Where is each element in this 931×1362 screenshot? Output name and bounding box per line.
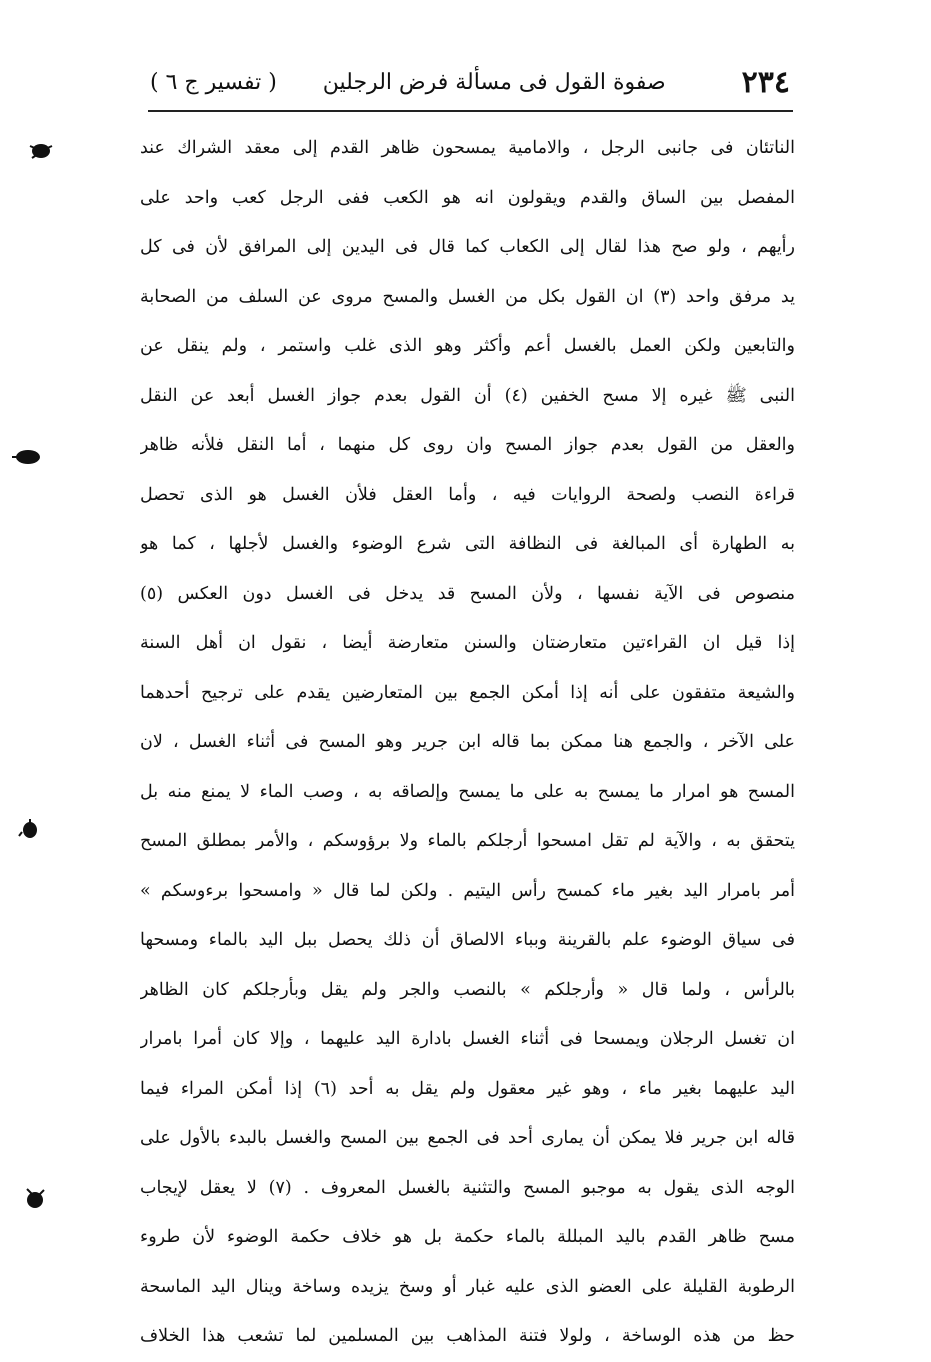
text-line: النبى ﷺ غيره إلا مسح الخفين (٤) أن القول بعدم جواز الغسل أبعد عن النقل [140,385,795,406]
text-line: قراءة النصب ولصحة الروايات فيه ، وأما العقل فلأن الغسل هو الذى تحصل [140,484,795,505]
body-text [140,124,795,1362]
page-number: ٢٣٤ [741,64,790,100]
text-line: يتحقق به ، والآية لم تقل امسحوا أرجلكم بالماء ولا برؤوسكم ، والأمر بمطلق المسح [140,831,795,851]
text-line: والتابعين ولكن العمل بالغسل أعم وأكثر وهو الذى غلب واستمر ، ولم ينقل عن [140,336,795,356]
text-line: والشيعة متفقون على أنه إذا أمكن الجمع بين المتعارضين يقدم على ترجيح أحدهما [140,682,795,703]
text-line: به الطهارة أى المبالغة فى النظافة التى شرع الوضوء والغسل لأجلها ، كما هو [140,534,795,554]
running-title: صفوة القول فى مسألة فرض الرجلين [322,69,666,95]
text-line: على الآخر ، والجمع هنا ممكن بما قاله ابن جرير وهو المسح فى أثناء الغسل ، لان [140,732,795,752]
margin-mark-icon [28,140,54,162]
text-line: منصوص فى الآية نفسها ، ولأن المسح قد يدخل فى الغسل دون العكس (٥) [140,583,795,604]
text-line: الوجه الذى يقول به موجبو المسح والتثنية بالغسل المعروف . (٧) لا يعقل لإيجاب [140,1177,795,1198]
margin-mark-icon [10,446,44,468]
text-line: ان تغسل الرجلان ويمسحا فى أثناء الغسل بادارة اليد عليهما ، وإلا كان أمرا بامرار [140,1029,795,1049]
volume-label: ( تفسير ج ٦ ) [150,69,277,95]
text-line: الرطوبة القليلة على العضو الذى عليه غبار أو وسخ يزيده وساخة وينال اليد الماسحة [140,1276,795,1297]
text-line: أمر بامرار اليد بغير ماء كمسح رأس اليتيم . ولكن لما قال « وامسحوا برءوسكم » [140,880,795,901]
page-header [150,62,790,102]
text-line: إذا قيل ان القراءتين متعارضتان والسنن متعارضة أيضا ، نقول ان أهل السنة [140,633,795,653]
text-line: رأيهم ، ولو صح هذا لقال إلى الكعاب كما قال فى اليدين إلى المرافق لأن فى كل [140,237,795,257]
text-line: والعقل من القول بعدم جواز المسح وان روى كل منهما ، أما النقل فلأنه ظاهر [140,435,795,455]
text-line: مسح ظاهر القدم باليد المبللة بالماء حكمة بل هو خلاف حكمة الوضوء لأن طروء [140,1227,795,1247]
header-rule [148,110,793,112]
text-line: بالرأس ، ولما قال « وأرجلكم » بالنصب والجر ولم يقل وبأرجلكم كان الظاهر [140,979,795,1000]
text-line: حظ من هذه الوساخة ، ولولا فتنة المذاهب بين المسلمين لما تشعب هذا الخلاف [140,1326,795,1346]
text-line: المفصل بين الساق والقدم ويقولون انه هو الكعب ففى الرجل كعب واحد على [140,187,795,208]
text-line: قاله ابن جرير فلا يمكن أن يمارى أحد فى الجمع بين المسح والغسل بالبدء بالأول على [140,1128,795,1148]
margin-mark-icon [18,818,42,842]
margin-mark-icon [22,1186,48,1212]
text-line: المسح هو امرار ما يمسح به على ما يمسح وإلصاقه به ، وصب الماء لا يمنع منه بل [140,781,795,802]
text-line: الناتئان فى جانبى الرجل ، والامامية يمسحون ظاهر القدم إلى معقد الشراك عند [140,138,795,158]
text-line: اليد عليهما بغير ماء ، وهو غير معقول ولم يقل به أحد (٦) إذا أمكن المراء فيما [140,1078,795,1099]
text-line: فى سياق الوضوء علم بالقرينة وبباء الالصاق أن ذلك يحصل ببل اليد بالماء ومسحها [140,930,795,950]
text-line: يد مرفق واحد (٣) ان القول بكل من الغسل والمسح مروى عن السلف من الصحابة [140,286,795,307]
